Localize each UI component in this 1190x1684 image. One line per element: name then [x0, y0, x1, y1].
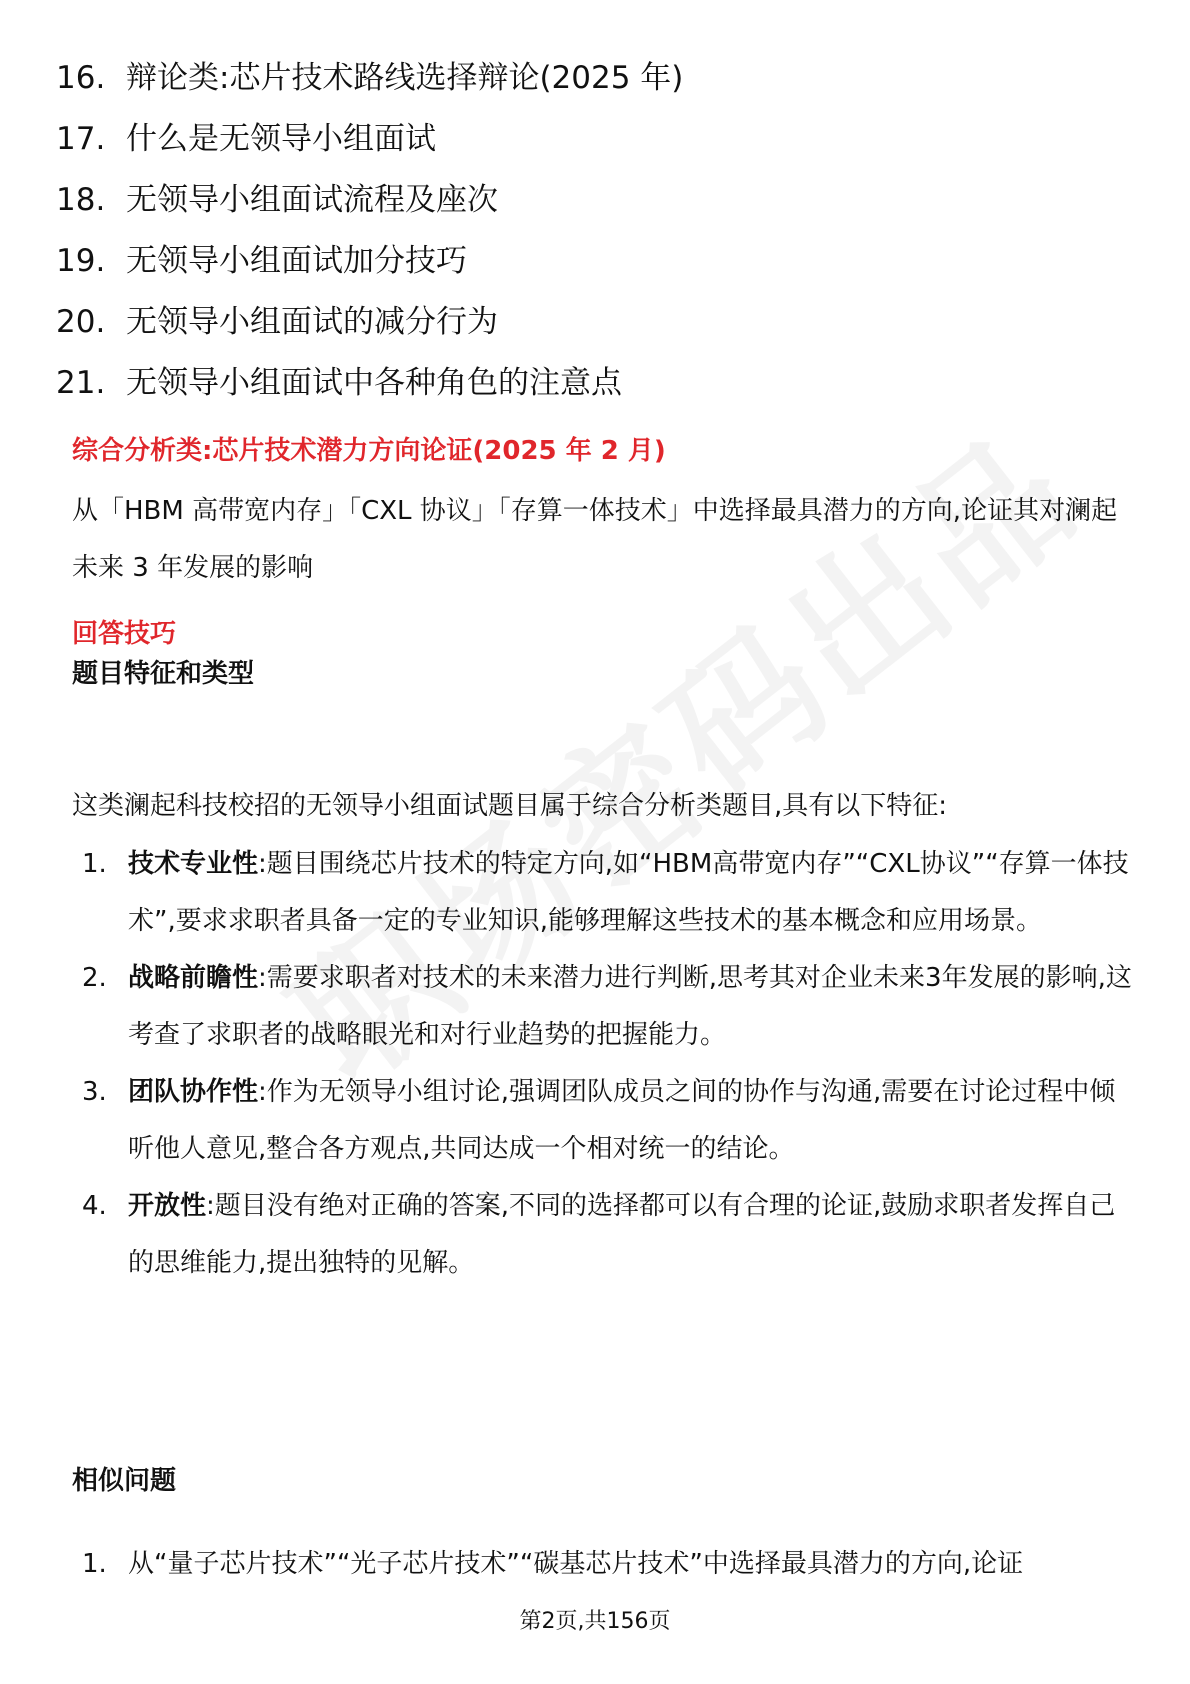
- toc-item-text: 无领导小组面试中各种角色的注意点: [126, 365, 622, 401]
- feature-number: 3.: [82, 1077, 107, 1107]
- feature-number: 1.: [82, 849, 107, 879]
- toc-item-text: 辩论类:芯片技术路线选择辩论(2025 年): [126, 60, 684, 96]
- similar-number: 1.: [82, 1549, 107, 1579]
- toc-item-number: 17.: [56, 121, 106, 157]
- toc-list: [56, 48, 683, 414]
- toc-item-number: 16.: [56, 60, 106, 96]
- toc-item: [56, 292, 683, 353]
- toc-item-text: 无领导小组面试加分技巧: [126, 243, 467, 279]
- toc-item-number: 18.: [56, 182, 106, 218]
- toc-item-text: 无领导小组面试流程及座次: [126, 182, 498, 218]
- toc-item: [56, 231, 683, 292]
- section-title: 综合分析类:芯片技术潜力方向论证(2025 年 2 月): [72, 436, 666, 466]
- toc-item: [56, 170, 683, 231]
- toc-item: [56, 353, 683, 414]
- toc-item-number: 20.: [56, 304, 106, 340]
- toc-item-text: 无领导小组面试的减分行为: [126, 304, 498, 340]
- similar-heading: 相似问题: [72, 1466, 177, 1496]
- feature-text: :题目没有绝对正确的答案,不同的选择都可以有合理的论证,鼓励求职者发挥自己的思维能力,提出独特的见解。: [128, 1191, 1116, 1278]
- feature-number: 2.: [82, 963, 107, 993]
- feature-text: :作为无领导小组讨论,强调团队成员之间的协作与沟通,需要在讨论过程中倾听他人意见,整合各方观点,共同达成一个相对统一的结论。: [128, 1077, 1116, 1164]
- feature-item: [82, 836, 1132, 950]
- similar-list: [82, 1536, 1132, 1593]
- page-footer: 第2页,共156页: [519, 1609, 671, 1634]
- tips-label: 回答技巧: [72, 619, 177, 649]
- similar-text: 从“量子芯片技术”“光子芯片技术”“碳基芯片技术”中选择最具潜力的方向,论证: [128, 1549, 1024, 1579]
- feature-text: :需要求职者对技术的未来潜力进行判断,思考其对企业未来3年发展的影响,这考查了求职者的战略眼光和对行业趋势的把握能力。: [128, 963, 1132, 1050]
- feature-term: 技术专业性: [128, 849, 259, 879]
- question-text: 从「HBM 高带宽内存」「CXL 协议」「存算一体技术」中选择最具潜力的方向,论证其对澜起未来 3 年发展的影响: [72, 496, 1118, 583]
- toc-item-number: 21.: [56, 365, 106, 401]
- features-list: [82, 836, 1132, 1292]
- feature-item: [82, 1178, 1132, 1292]
- features-heading: 题目特征和类型: [72, 659, 255, 689]
- toc-item-text: 什么是无领导小组面试: [126, 121, 436, 157]
- toc-item-number: 19.: [56, 243, 106, 279]
- features-intro: 这类澜起科技校招的无领导小组面试题目属于综合分析类题目,具有以下特征:: [72, 791, 948, 821]
- toc-item: [56, 109, 683, 170]
- feature-term: 团队协作性: [128, 1077, 259, 1107]
- feature-term: 战略前瞻性: [128, 963, 259, 993]
- feature-term: 开放性: [128, 1191, 207, 1221]
- feature-item: [82, 1064, 1132, 1178]
- feature-number: 4.: [82, 1191, 107, 1221]
- feature-text: :题目围绕芯片技术的特定方向,如“HBM高带宽内存”“CXL协议”“存算一体技术”,要求求职者具备一定的专业知识,能够理解这些技术的基本概念和应用场景。: [128, 849, 1129, 936]
- similar-item: [82, 1536, 1132, 1593]
- toc-item: [56, 48, 683, 109]
- feature-item: [82, 950, 1132, 1064]
